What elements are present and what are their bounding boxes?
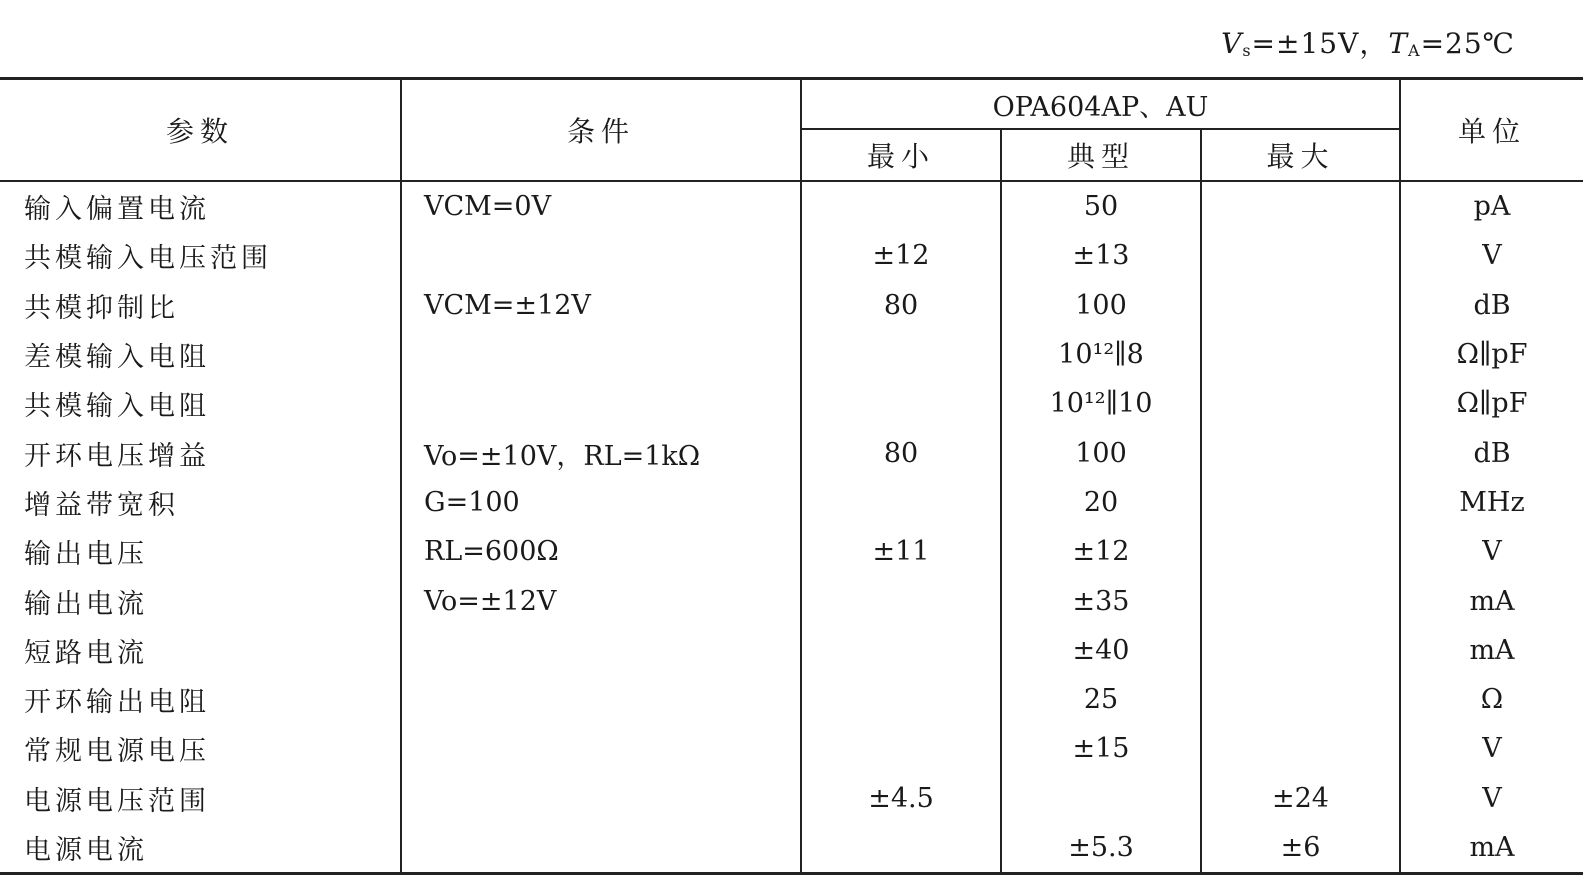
max-value-cell [1201,428,1400,477]
unit-cell: dB [1400,281,1583,330]
max-value-cell [1201,379,1400,428]
typ-value-cell: 25 [1001,675,1201,724]
supply-voltage-subscript: s [1242,41,1252,60]
condition-cell [401,675,801,724]
typ-value-cell: 20 [1001,478,1201,527]
param-cell: 电源电流 [24,835,148,866]
table-row [0,330,1583,379]
condition-cell [401,626,801,675]
table-row [0,281,1583,330]
unit-cell: Ω [1400,675,1583,724]
test-conditions [1221,22,1515,62]
table-row [0,478,1583,527]
min-value-cell: ±4.5 [801,774,1001,823]
header-unit: 单位 [1400,79,1583,182]
typ-value-cell: 100 [1001,428,1201,477]
unit-cell: MHz [1400,478,1583,527]
unit-cell: V [1400,527,1583,576]
min-value-cell [801,724,1001,773]
condition-cell [401,823,801,874]
min-value-cell [801,675,1001,724]
param-cell: 差模输入电阻 [24,342,210,374]
max-value-cell: ±24 [1201,774,1400,823]
typ-value-cell: ±12 [1001,527,1201,576]
table-row [0,675,1583,724]
param-cell: 开环电压增益 [24,440,210,472]
typ-value-cell: 10¹²∥8 [1001,330,1201,379]
param-cell: 增益带宽积 [24,489,179,521]
condition-cell [401,379,801,428]
table-row [0,774,1583,823]
header-typ: 典型 [1001,129,1201,181]
max-value-cell [1201,675,1400,724]
unit-cell: Ω∥pF [1400,379,1583,428]
table-row [0,724,1583,773]
unit-cell: V [1400,724,1583,773]
supply-voltage-value: =±15V， [1251,27,1389,60]
max-value-cell [1201,478,1400,527]
header-min: 最小 [801,129,1001,181]
unit-cell: dB [1400,428,1583,477]
param-cell: 输出电流 [24,588,148,620]
table-row [0,428,1583,477]
header-param: 参数 [0,79,401,182]
max-value-cell [1201,330,1400,379]
max-value-cell [1201,626,1400,675]
typ-value-cell: 10¹²∥10 [1001,379,1201,428]
typ-value-cell: 100 [1001,281,1201,330]
condition-cell: VCM=±12V [401,281,801,330]
param-cell: 共模抑制比 [24,292,179,324]
spec-table-header [0,79,1583,182]
table-row [0,576,1583,625]
min-value-cell [801,379,1001,428]
typ-value-cell: ±35 [1001,576,1201,625]
header-part-group: OPA604AP、AU [801,79,1400,130]
max-value-cell [1201,181,1400,231]
min-value-cell [801,823,1001,874]
condition-cell: Vo=±12V [401,576,801,625]
typ-value-cell [1001,774,1201,823]
table-row [0,527,1583,576]
min-value-cell [801,478,1001,527]
unit-cell: mA [1400,823,1583,874]
typ-value-cell: ±15 [1001,724,1201,773]
unit-cell: pA [1400,181,1583,231]
header-condition: 条件 [401,79,801,182]
unit-cell: mA [1400,626,1583,675]
condition-cell: VCM=0V [401,181,801,231]
min-value-cell [801,330,1001,379]
unit-cell: mA [1400,576,1583,625]
ambient-temp-value: =25℃ [1420,27,1515,60]
unit-cell: V [1400,231,1583,280]
table-row [0,379,1583,428]
min-value-cell [801,181,1001,231]
supply-voltage-symbol: V [1221,27,1243,60]
param-cell: 共模输入电阻 [24,391,210,423]
condition-cell [401,774,801,823]
condition-cell: RL=600Ω [401,527,801,576]
typ-value-cell: ±5.3 [1001,823,1201,874]
condition-cell: G=100 [401,478,801,527]
ambient-temp-subscript: A [1408,41,1421,60]
min-value-cell: ±12 [801,231,1001,280]
min-value-cell: 80 [801,281,1001,330]
max-value-cell: ±6 [1201,823,1400,874]
max-value-cell [1201,724,1400,773]
unit-cell: Ω∥pF [1400,330,1583,379]
table-row [0,231,1583,280]
header-max: 最大 [1201,129,1400,181]
param-cell: 输入偏置电流 [24,194,210,226]
typ-value-cell: ±13 [1001,231,1201,280]
spec-table [0,77,1583,875]
typ-value-cell: ±40 [1001,626,1201,675]
param-cell: 共模输入电压范围 [24,243,272,275]
spec-table-body [0,181,1583,874]
max-value-cell [1201,576,1400,625]
max-value-cell [1201,281,1400,330]
unit-cell: V [1400,774,1583,823]
param-cell: 常规电源电压 [24,736,210,768]
min-value-cell [801,626,1001,675]
min-value-cell: 80 [801,428,1001,477]
typ-value-cell: 50 [1001,181,1201,231]
max-value-cell [1201,231,1400,280]
table-row [0,181,1583,231]
condition-cell [401,724,801,773]
param-cell: 开环输出电阻 [24,687,210,719]
max-value-cell [1201,527,1400,576]
table-row [0,626,1583,675]
table-row [0,823,1583,874]
min-value-cell [801,576,1001,625]
param-cell: 输出电压 [24,539,148,571]
condition-cell: Vo=±10V，RL=1kΩ [401,428,801,477]
ambient-temp-symbol: T [1388,27,1409,60]
condition-cell [401,330,801,379]
min-value-cell: ±11 [801,527,1001,576]
condition-cell [401,231,801,280]
param-cell: 电源电压范围 [24,785,210,817]
param-cell: 短路电流 [24,637,148,669]
